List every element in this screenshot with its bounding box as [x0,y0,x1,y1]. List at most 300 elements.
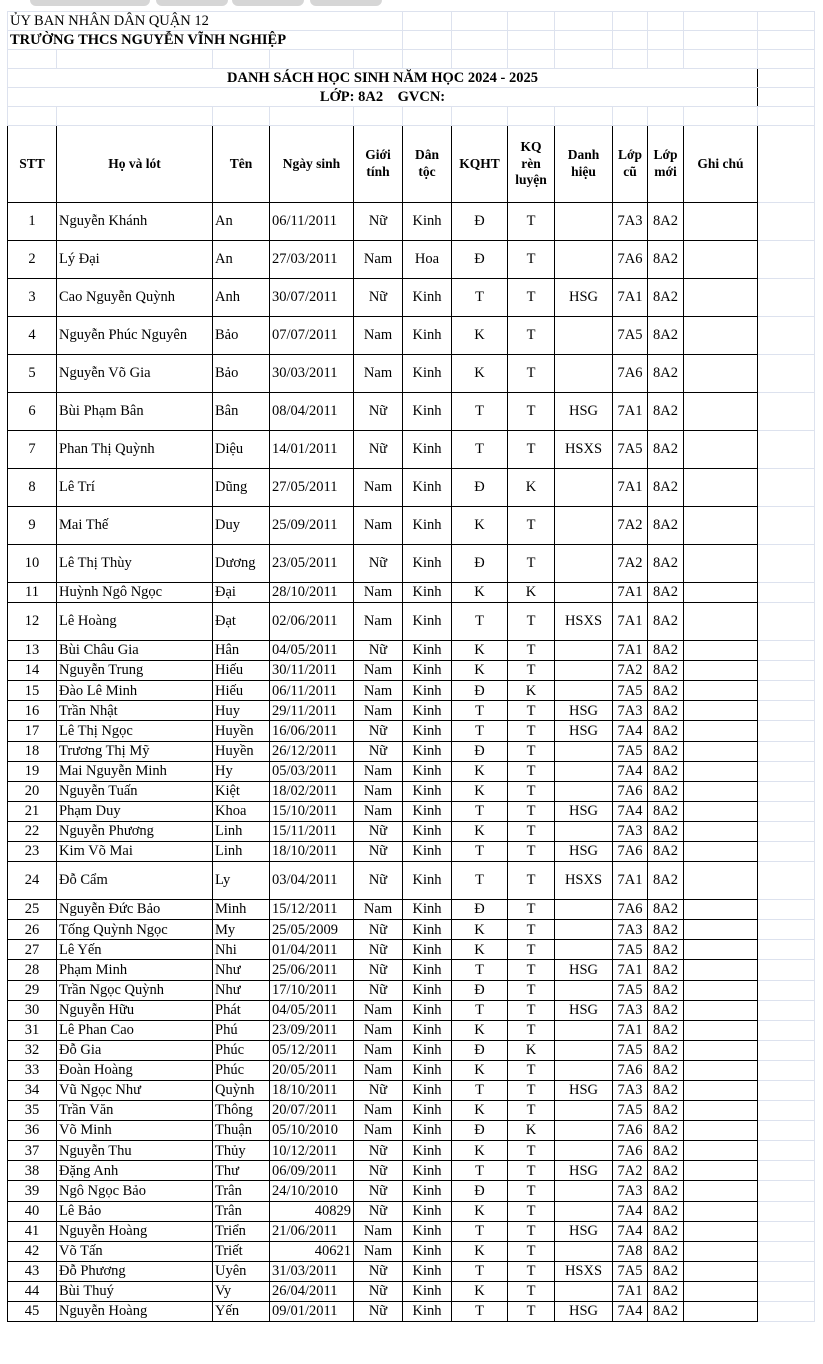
table-cell[interactable]: Nữ [354,940,403,960]
table-cell[interactable]: 8A2 [648,1302,684,1322]
table-cell[interactable]: Tống Quỳnh Ngọc [57,920,213,940]
table-cell[interactable]: T [452,1000,508,1020]
table-cell[interactable]: 30/03/2011 [270,355,354,393]
table-cell[interactable] [684,940,758,960]
table-cell[interactable]: 10 [8,545,57,583]
table-cell[interactable]: Nam [354,317,403,355]
table-cell[interactable] [555,1241,613,1261]
table-cell[interactable]: Hân [213,641,270,661]
table-cell[interactable]: 04/05/2011 [270,641,354,661]
table-cell[interactable]: 7A3 [613,821,648,841]
table-cell[interactable]: T [508,1141,555,1161]
table-cell[interactable]: Nữ [354,920,403,940]
table-cell[interactable]: Kinh [403,1281,452,1301]
table-cell[interactable]: 2 [8,241,57,279]
table-cell[interactable] [555,355,613,393]
table-cell[interactable]: 15/11/2011 [270,821,354,841]
table-cell[interactable]: K [452,583,508,603]
table-cell[interactable]: Nguyễn Võ Gia [57,355,213,393]
table-cell[interactable]: 7A4 [613,1302,648,1322]
table-cell[interactable]: 05/12/2011 [270,1040,354,1060]
table-cell[interactable]: 8A2 [648,583,684,603]
table-cell[interactable]: Nam [354,661,403,681]
table-cell[interactable]: T [452,721,508,741]
table-cell[interactable]: 19 [8,761,57,781]
table-cell[interactable]: 8A2 [648,801,684,821]
table-cell[interactable] [555,1201,613,1221]
table-cell[interactable]: T [508,1000,555,1020]
table-cell[interactable]: 36 [8,1121,57,1141]
table-cell[interactable]: Kinh [403,545,452,583]
table-cell[interactable]: 7A1 [613,603,648,641]
table-cell[interactable]: Kinh [403,980,452,1000]
table-cell[interactable]: Kim Võ Mai [57,842,213,862]
table-cell[interactable]: 23 [8,842,57,862]
table-cell[interactable]: Lê Hoàng [57,603,213,641]
table-cell[interactable]: Nam [354,701,403,721]
table-cell[interactable]: Đ [452,741,508,761]
table-cell[interactable]: T [452,1080,508,1100]
table-cell[interactable]: Đỗ Phương [57,1261,213,1281]
table-cell[interactable]: 7A6 [613,355,648,393]
table-cell[interactable]: 26/04/2011 [270,1281,354,1301]
table-cell[interactable]: Nữ [354,1261,403,1281]
table-cell[interactable]: Kinh [403,1161,452,1181]
table-cell[interactable]: 8A2 [648,821,684,841]
table-cell[interactable]: Nam [354,1020,403,1040]
table-cell[interactable]: Hiếu [213,661,270,681]
table-cell[interactable]: Nam [354,1241,403,1261]
table-cell[interactable]: Ngô Ngọc Bảo [57,1181,213,1201]
table-cell[interactable]: 18/10/2011 [270,1080,354,1100]
table-cell[interactable]: 32 [8,1040,57,1060]
table-cell[interactable]: 7A5 [613,980,648,1000]
table-cell[interactable]: 7A4 [613,801,648,821]
table-cell[interactable]: T [508,761,555,781]
table-cell[interactable]: Nữ [354,279,403,317]
table-cell[interactable]: 7A3 [613,1080,648,1100]
table-cell[interactable] [684,1040,758,1060]
table-cell[interactable]: T [508,545,555,583]
table-cell[interactable]: 8A2 [648,545,684,583]
table-cell[interactable]: T [508,1201,555,1221]
table-cell[interactable] [684,1281,758,1301]
table-cell[interactable]: T [508,1261,555,1281]
table-cell[interactable]: 8 [8,469,57,507]
table-cell[interactable]: T [508,721,555,741]
table-cell[interactable]: K [452,1060,508,1080]
table-cell[interactable]: K [452,940,508,960]
table-cell[interactable]: Lê Yến [57,940,213,960]
table-cell[interactable]: Bân [213,393,270,431]
table-cell[interactable]: 8A2 [648,1161,684,1181]
table-cell[interactable]: T [452,1261,508,1281]
table-cell[interactable]: 39 [8,1181,57,1201]
table-cell[interactable]: 8A2 [648,761,684,781]
table-cell[interactable] [684,862,758,900]
table-cell[interactable]: Minh [213,900,270,920]
table-cell[interactable]: Đ [452,545,508,583]
table-cell[interactable]: K [452,1201,508,1221]
table-cell[interactable]: Nam [354,1060,403,1080]
table-cell[interactable]: Kinh [403,661,452,681]
table-cell[interactable]: 23/09/2011 [270,1020,354,1040]
table-cell[interactable]: Nam [354,1221,403,1241]
table-cell[interactable] [684,1141,758,1161]
table-cell[interactable]: HSXS [555,603,613,641]
table-cell[interactable]: 21/06/2011 [270,1221,354,1241]
table-cell[interactable]: Nhi [213,940,270,960]
table-cell[interactable]: Nữ [354,741,403,761]
table-cell[interactable]: T [508,862,555,900]
table-cell[interactable]: Nam [354,1040,403,1060]
table-cell[interactable]: T [508,1181,555,1201]
table-cell[interactable]: 25/09/2011 [270,507,354,545]
table-cell[interactable]: 7A4 [613,721,648,741]
table-cell[interactable]: K [508,1121,555,1141]
table-cell[interactable]: Nữ [354,721,403,741]
table-cell[interactable]: 7A3 [613,1181,648,1201]
table-cell[interactable] [555,940,613,960]
table-cell[interactable]: 7A4 [613,1201,648,1221]
table-cell[interactable]: 17/10/2011 [270,980,354,1000]
table-cell[interactable]: Vy [213,1281,270,1301]
table-cell[interactable]: Đ [452,469,508,507]
table-cell[interactable]: Nữ [354,862,403,900]
table-cell[interactable]: 7A6 [613,900,648,920]
table-cell[interactable]: T [508,603,555,641]
table-cell[interactable]: 7 [8,431,57,469]
table-cell[interactable] [555,317,613,355]
table-cell[interactable]: 31/03/2011 [270,1261,354,1281]
table-cell[interactable]: Kinh [403,1201,452,1221]
table-cell[interactable]: Nguyễn Thu [57,1141,213,1161]
table-cell[interactable]: 7A6 [613,1121,648,1141]
table-cell[interactable]: 8A2 [648,721,684,741]
table-cell[interactable] [684,1060,758,1080]
table-cell[interactable]: 8A2 [648,1040,684,1060]
table-cell[interactable]: Đào Lê Minh [57,681,213,701]
table-cell[interactable]: 8A2 [648,701,684,721]
table-cell[interactable]: Đỗ Cẩm [57,862,213,900]
table-cell[interactable]: 18/02/2011 [270,781,354,801]
table-cell[interactable]: Huyền [213,721,270,741]
table-cell[interactable]: T [452,431,508,469]
table-cell[interactable]: 8A2 [648,980,684,1000]
table-cell[interactable]: 8A2 [648,1121,684,1141]
table-cell[interactable]: HSXS [555,862,613,900]
table-cell[interactable] [684,920,758,940]
table-cell[interactable]: Nam [354,761,403,781]
table-cell[interactable]: Kinh [403,583,452,603]
table-cell[interactable]: Nguyễn Trung [57,661,213,681]
table-cell[interactable]: HSG [555,279,613,317]
table-cell[interactable]: Nam [354,241,403,279]
table-cell[interactable]: Kinh [403,701,452,721]
table-cell[interactable]: 7A4 [613,1221,648,1241]
table-cell[interactable]: 8A2 [648,317,684,355]
table-cell[interactable]: Trân [213,1181,270,1201]
table-cell[interactable]: T [508,1101,555,1121]
table-cell[interactable]: Nam [354,603,403,641]
table-cell[interactable]: 8A2 [648,641,684,661]
table-cell[interactable]: 7A5 [613,1040,648,1060]
table-cell[interactable]: 28 [8,960,57,980]
table-cell[interactable]: 8A2 [648,1080,684,1100]
table-cell[interactable]: 37 [8,1141,57,1161]
table-cell[interactable]: 7A2 [613,507,648,545]
table-cell[interactable] [684,1261,758,1281]
table-cell[interactable]: Đ [452,1040,508,1060]
table-cell[interactable]: 01/04/2011 [270,940,354,960]
table-cell[interactable]: Nữ [354,1141,403,1161]
table-cell[interactable]: T [508,701,555,721]
table-cell[interactable]: Hiếu [213,681,270,701]
table-cell[interactable]: K [452,761,508,781]
sheet-tab[interactable] [232,0,304,6]
table-cell[interactable]: 44 [8,1281,57,1301]
table-cell[interactable]: T [508,900,555,920]
table-cell[interactable] [555,1040,613,1060]
table-cell[interactable] [555,761,613,781]
table-cell[interactable]: 31 [8,1020,57,1040]
table-cell[interactable]: Kinh [403,900,452,920]
table-cell[interactable]: 5 [8,355,57,393]
table-cell[interactable]: T [452,279,508,317]
table-cell[interactable]: 8A2 [648,1241,684,1261]
table-cell[interactable]: 8A2 [648,1060,684,1080]
table-cell[interactable]: Phúc [213,1060,270,1080]
table-cell[interactable]: Nữ [354,431,403,469]
table-cell[interactable]: Nữ [354,842,403,862]
table-cell[interactable]: K [452,1101,508,1121]
table-cell[interactable]: 7A1 [613,1281,648,1301]
table-cell[interactable]: K [452,1141,508,1161]
table-cell[interactable]: 7A6 [613,1141,648,1161]
table-cell[interactable]: 23/05/2011 [270,545,354,583]
table-cell[interactable]: 7A3 [613,920,648,940]
table-cell[interactable]: K [452,1241,508,1261]
table-cell[interactable]: T [508,781,555,801]
table-cell[interactable]: Kinh [403,781,452,801]
table-cell[interactable]: T [508,1020,555,1040]
table-cell[interactable]: Vũ Ngọc Như [57,1080,213,1100]
table-cell[interactable]: 10/12/2011 [270,1141,354,1161]
table-cell[interactable]: Kinh [403,1060,452,1080]
table-cell[interactable]: 05/03/2011 [270,761,354,781]
table-cell[interactable]: 20 [8,781,57,801]
table-cell[interactable]: 7A1 [613,393,648,431]
table-cell[interactable] [555,821,613,841]
table-cell[interactable]: Nữ [354,1302,403,1322]
table-cell[interactable]: Đạt [213,603,270,641]
table-cell[interactable]: Nam [354,583,403,603]
table-cell[interactable] [555,741,613,761]
table-cell[interactable]: T [508,842,555,862]
table-cell[interactable]: 30/07/2011 [270,279,354,317]
table-cell[interactable]: 11 [8,583,57,603]
table-cell[interactable]: Kinh [403,801,452,821]
table-cell[interactable]: HSG [555,701,613,721]
table-cell[interactable]: 06/11/2011 [270,681,354,701]
table-cell[interactable]: 15/12/2011 [270,900,354,920]
sheet-tab[interactable] [30,0,150,6]
table-cell[interactable]: 14/01/2011 [270,431,354,469]
table-cell[interactable]: 7A5 [613,741,648,761]
table-cell[interactable] [684,1080,758,1100]
table-cell[interactable]: Đỗ Gia [57,1040,213,1060]
table-cell[interactable]: Lê Trí [57,469,213,507]
table-cell[interactable]: Kinh [403,1141,452,1161]
table-cell[interactable]: 8A2 [648,920,684,940]
table-cell[interactable]: Uyên [213,1261,270,1281]
table-cell[interactable]: 06/11/2011 [270,203,354,241]
table-cell[interactable]: T [508,1161,555,1181]
table-cell[interactable]: 26 [8,920,57,940]
table-cell[interactable]: HSG [555,1302,613,1322]
table-cell[interactable]: Trân [213,1201,270,1221]
table-cell[interactable]: Nam [354,355,403,393]
table-cell[interactable]: An [213,203,270,241]
table-cell[interactable]: HSG [555,393,613,431]
table-cell[interactable]: Triết [213,1241,270,1261]
table-cell[interactable]: T [508,801,555,821]
table-cell[interactable]: 7A5 [613,431,648,469]
table-cell[interactable]: 16/06/2011 [270,721,354,741]
table-cell[interactable] [684,393,758,431]
table-cell[interactable]: 7A5 [613,1261,648,1281]
table-cell[interactable]: 24 [8,862,57,900]
table-cell[interactable]: Kinh [403,203,452,241]
table-cell[interactable]: Nữ [354,1281,403,1301]
table-cell[interactable]: 28/10/2011 [270,583,354,603]
table-cell[interactable]: Như [213,960,270,980]
table-cell[interactable] [684,842,758,862]
table-cell[interactable]: Kinh [403,862,452,900]
table-cell[interactable]: 33 [8,1060,57,1080]
table-cell[interactable] [684,821,758,841]
table-cell[interactable]: 8A2 [648,741,684,761]
table-cell[interactable]: Nguyễn Hoàng [57,1302,213,1322]
table-cell[interactable]: Nữ [354,641,403,661]
table-cell[interactable] [684,761,758,781]
table-cell[interactable]: Phúc [213,1040,270,1060]
table-cell[interactable]: HSG [555,1000,613,1020]
table-cell[interactable]: Kinh [403,603,452,641]
table-cell[interactable]: 4 [8,317,57,355]
table-cell[interactable]: Nguyễn Tuấn [57,781,213,801]
table-cell[interactable]: Nữ [354,980,403,1000]
table-cell[interactable] [684,781,758,801]
table-cell[interactable]: T [508,1302,555,1322]
table-cell[interactable]: K [452,355,508,393]
table-cell[interactable]: Nữ [354,393,403,431]
table-cell[interactable] [684,900,758,920]
table-cell[interactable] [555,203,613,241]
table-cell[interactable]: 8A2 [648,1261,684,1281]
table-cell[interactable]: Nam [354,781,403,801]
table-cell[interactable]: K [452,507,508,545]
table-cell[interactable]: Huỳnh Ngô Ngọc [57,583,213,603]
table-cell[interactable]: Kinh [403,1261,452,1281]
table-cell[interactable]: Đại [213,583,270,603]
table-cell[interactable]: 7A1 [613,583,648,603]
table-cell[interactable]: 35 [8,1101,57,1121]
table-cell[interactable]: Lê Thị Thùy [57,545,213,583]
table-cell[interactable]: 24/10/2010 [270,1181,354,1201]
table-cell[interactable]: Trần Văn [57,1101,213,1121]
table-cell[interactable] [555,661,613,681]
table-cell[interactable]: Nữ [354,545,403,583]
table-cell[interactable]: Nguyễn Hữu [57,1000,213,1020]
table-cell[interactable]: Thông [213,1101,270,1121]
table-cell[interactable] [684,545,758,583]
table-cell[interactable]: Kinh [403,469,452,507]
table-cell[interactable] [555,900,613,920]
table-cell[interactable]: Thuận [213,1121,270,1141]
table-cell[interactable]: 7A1 [613,469,648,507]
table-cell[interactable] [684,1241,758,1261]
table-cell[interactable]: Nữ [354,203,403,241]
table-cell[interactable]: HSXS [555,431,613,469]
table-cell[interactable]: 7A1 [613,862,648,900]
table-cell[interactable]: Khoa [213,801,270,821]
table-cell[interactable] [684,1020,758,1040]
table-cell[interactable]: K [508,1040,555,1060]
table-cell[interactable] [684,583,758,603]
table-cell[interactable]: Nữ [354,1181,403,1201]
table-cell[interactable]: Linh [213,821,270,841]
table-cell[interactable]: 8A2 [648,900,684,920]
table-cell[interactable]: 8A2 [648,1101,684,1121]
table-cell[interactable]: Kinh [403,1101,452,1121]
table-cell[interactable] [684,507,758,545]
table-cell[interactable]: 8A2 [648,241,684,279]
table-cell[interactable]: 7A5 [613,1101,648,1121]
table-cell[interactable]: Kinh [403,761,452,781]
table-cell[interactable]: Kinh [403,279,452,317]
table-cell[interactable]: Kinh [403,1040,452,1060]
table-cell[interactable] [555,1121,613,1141]
table-cell[interactable]: K [452,317,508,355]
table-cell[interactable]: K [452,1281,508,1301]
table-cell[interactable]: T [508,1281,555,1301]
table-cell[interactable]: Bùi Phạm Bân [57,393,213,431]
table-cell[interactable] [555,507,613,545]
table-cell[interactable]: 8A2 [648,661,684,681]
table-cell[interactable]: T [508,920,555,940]
table-cell[interactable]: Kinh [403,960,452,980]
table-cell[interactable]: 7A5 [613,317,648,355]
table-cell[interactable]: Nữ [354,1201,403,1221]
table-cell[interactable]: Yến [213,1302,270,1322]
table-cell[interactable]: Ly [213,862,270,900]
table-cell[interactable] [684,741,758,761]
table-cell[interactable]: 8A2 [648,960,684,980]
table-cell[interactable]: 7A3 [613,701,648,721]
table-cell[interactable]: My [213,920,270,940]
table-cell[interactable]: Hy [213,761,270,781]
table-cell[interactable]: 8A2 [648,279,684,317]
table-cell[interactable]: 8A2 [648,1141,684,1161]
table-cell[interactable] [684,801,758,821]
table-cell[interactable]: Lê Bảo [57,1201,213,1221]
table-cell[interactable]: 03/04/2011 [270,862,354,900]
table-cell[interactable]: T [452,842,508,862]
table-cell[interactable]: Bảo [213,355,270,393]
table-cell[interactable]: T [508,1221,555,1241]
table-cell[interactable]: Phú [213,1020,270,1040]
